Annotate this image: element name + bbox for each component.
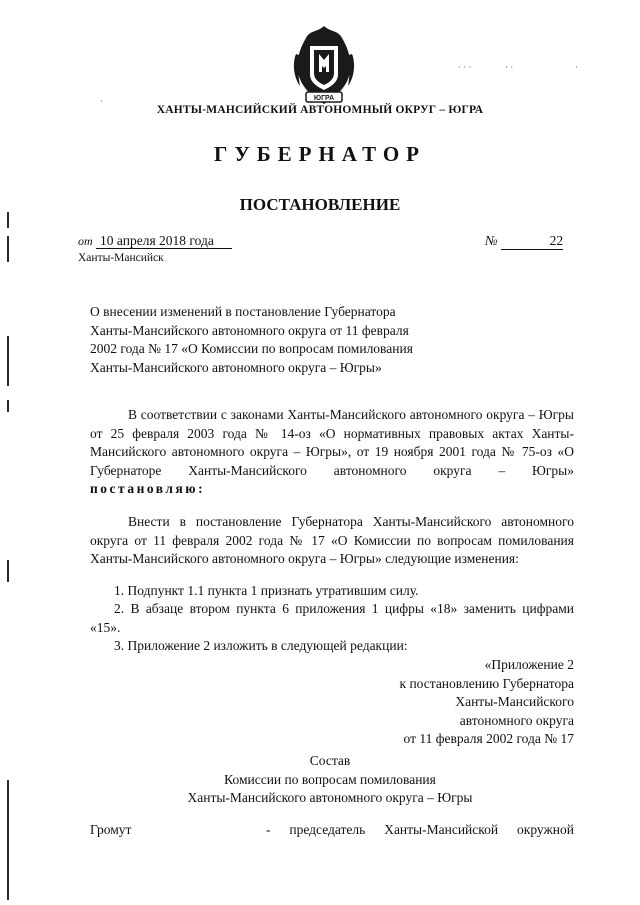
scan-speck: · — [575, 62, 578, 72]
date-prefix: от — [78, 234, 93, 248]
subject-line: Ханты-Мансийского автономного округа от 11 февраля — [90, 322, 409, 338]
document-date — [78, 233, 232, 249]
composition-line: Ханты-Мансийского автономного округа – Югры — [187, 790, 473, 805]
coat-of-arms-icon — [288, 24, 360, 110]
intro-text: Внести в постановление Губернатора Ханты-Мансийского автономного округа от 11 февраля 2002 года № 17 «О Комиссии по вопросам помилования Ханты-Мансийского автономного округа – Югры» следующие изменения: — [90, 514, 574, 566]
preamble-text: В соответствии с законами Ханты-Мансийского автономного округа – Югры от 25 февраля 2003 года № 14-оз «О нормативных правовых актах Ханты-Мансийского автономного округа – Югры», от 19 ноября 2001 года № 75-оз «О Губернаторе Ханты-Мансийского автономного округа – Югры» — [90, 407, 574, 478]
scan-artifact — [7, 236, 9, 262]
scan-artifact — [7, 400, 9, 412]
number-value: 22 — [501, 233, 563, 250]
document-type: ПОСТАНОВЛЕНИЕ — [239, 195, 401, 214]
region-name: ХАНТЫ-МАНСИЙСКИЙ АВТОНОМНЫЙ ОКРУГ – ЮГРА — [156, 104, 484, 116]
composition-line: Комиссии по вопросам помилования — [224, 771, 436, 787]
change-item: 1. Подпункт 1.1 пункта 1 признать утратившим силу. — [114, 583, 419, 598]
subject-line: О внесении изменений в постановление Губернатора — [90, 304, 396, 319]
scan-artifact — [7, 560, 9, 582]
preamble-paragraph — [90, 406, 574, 499]
subject-line: 2002 года № 17 «О Комиссии по вопросам помилования — [90, 341, 413, 356]
composition-title — [0, 752, 640, 808]
number-prefix: № — [485, 233, 498, 248]
amendment-intro — [90, 513, 574, 569]
appendix-line: от 11 февраля 2002 года № 17 — [403, 731, 574, 746]
appendix-line: «Приложение 2 — [484, 657, 574, 672]
resolve-word: постановляю: — [90, 481, 206, 496]
appendix-heading — [400, 656, 574, 749]
document-subject — [90, 303, 520, 377]
appendix-line: к постановлению Губернатора — [399, 675, 574, 691]
emblem-ribbon-text: ЮГРА — [313, 95, 335, 102]
scan-speck: · · · — [458, 62, 472, 72]
scan-artifact — [7, 336, 9, 386]
member-role: - председатель Ханты-Мансийской окружной — [266, 822, 574, 837]
document-number — [485, 233, 563, 250]
scan-speck: · — [100, 96, 103, 106]
date-value: 10 апреля 2018 года — [96, 233, 216, 249]
change-item: 3. Приложение 2 изложить в следующей редакции: — [114, 638, 408, 653]
composition-line: Состав — [309, 753, 351, 768]
member-name: Громут — [90, 822, 132, 837]
appendix-line: Ханты-Мансийского — [455, 694, 574, 709]
issue-city: Ханты-Мансийск — [78, 252, 164, 264]
scan-speck: · · — [505, 62, 514, 72]
subject-line: Ханты-Мансийского автономного округа – Югры» — [90, 359, 382, 375]
issuer-title: ГУБЕРНАТОР — [213, 142, 427, 166]
change-item: 2. В абзаце втором пункта 6 приложения 1 цифры «18» заменить цифрами «15». — [90, 601, 574, 635]
appendix-line: автономного округа — [459, 712, 574, 728]
